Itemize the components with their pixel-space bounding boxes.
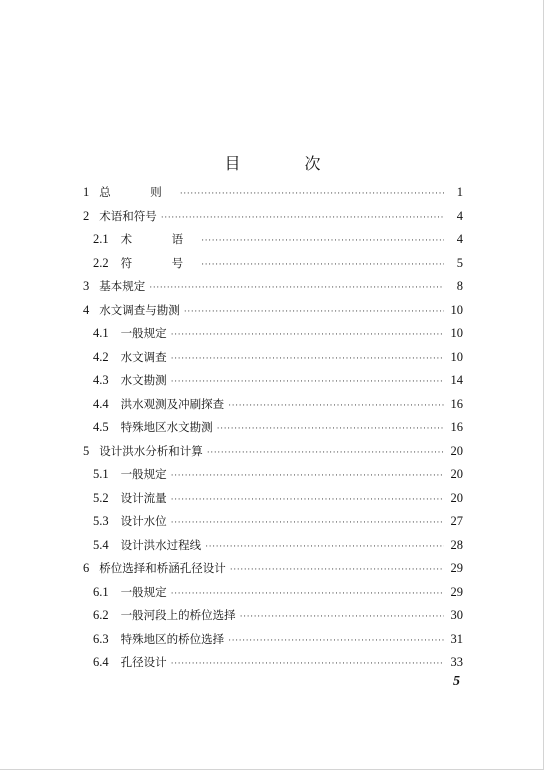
- toc-subsection-entry[interactable]: [83, 416, 463, 440]
- toc-entry-label: 孔径设计: [120, 655, 167, 669]
- toc-dot-leader: [171, 464, 444, 488]
- toc-dot-leader: [201, 253, 444, 277]
- toc-dot-leader: [161, 206, 444, 230]
- toc-entry-page: 16: [450, 420, 463, 434]
- toc-dot-leader: [184, 300, 444, 324]
- toc-entry-page: 20: [450, 467, 463, 481]
- toc-dot-leader: [171, 652, 444, 676]
- toc-entry-label: 特殊地区水文勘测: [120, 420, 213, 434]
- toc-entry-number: 5.4: [93, 537, 109, 552]
- toc-dot-leader: [171, 370, 444, 394]
- toc-entry-page: 20: [450, 490, 463, 505]
- toc-dot-leader: [171, 488, 444, 512]
- toc-entry-number: 6.1: [93, 584, 109, 599]
- toc-dot-leader: [171, 511, 444, 535]
- toc-chapter-entry[interactable]: [83, 275, 463, 299]
- toc-entry-page: 16: [450, 396, 463, 411]
- toc-entry-label: 水文勘测: [120, 373, 167, 387]
- toc-entry-number: 1: [83, 185, 90, 199]
- toc-subsection-entry[interactable]: [83, 604, 463, 628]
- toc-entry-label: 基本规定: [99, 279, 146, 293]
- toc-entry-number: 2: [83, 208, 90, 223]
- toc-entry-number: 6.4: [93, 655, 109, 669]
- toc-chapter-entry[interactable]: [83, 440, 463, 464]
- toc-chapter-entry[interactable]: [83, 181, 463, 205]
- toc-entry-number: 4.1: [93, 326, 109, 340]
- toc-entry-page: 4: [456, 208, 463, 223]
- toc-subsection-entry[interactable]: [83, 463, 463, 487]
- toc-subsection-entry[interactable]: [83, 628, 463, 652]
- toc-subsection-entry[interactable]: [83, 252, 463, 276]
- toc-dot-leader: [207, 441, 444, 465]
- toc-dot-leader: [171, 323, 444, 347]
- toc-entry-label: 一般规定: [120, 326, 167, 340]
- toc-entry-label: 桥位选择和桥涵孔径设计: [99, 561, 226, 575]
- toc-entry-label: 总 则: [99, 185, 176, 199]
- toc-entry-page: 10: [450, 302, 463, 317]
- toc-subsection-entry[interactable]: [83, 534, 463, 558]
- toc-entry-page: 14: [450, 373, 463, 387]
- toc-entry-page: 4: [456, 232, 463, 246]
- toc-dot-leader: [230, 558, 444, 582]
- toc-entry-number: 6: [83, 561, 90, 575]
- toc-entry-page: 8: [456, 279, 463, 293]
- toc-entry-label: 设计流量: [120, 490, 167, 505]
- toc-dot-leader: [217, 417, 444, 441]
- toc-subsection-entry[interactable]: [83, 322, 463, 346]
- toc-entry-number: 5.1: [93, 467, 109, 481]
- toc-entry-page: 10: [450, 349, 463, 364]
- toc-entry-page: 1: [456, 185, 463, 199]
- toc-dot-leader: [171, 347, 444, 371]
- toc-entry-number: 2.2: [93, 255, 109, 270]
- toc-list: [83, 181, 463, 675]
- toc-entry-label: 洪水观测及冲刷探查: [120, 396, 225, 411]
- toc-entry-label: 设计洪水过程线: [120, 537, 202, 552]
- toc-entry-number: 6.3: [93, 631, 109, 646]
- toc-title: 目 次: [224, 153, 345, 173]
- toc-entry-number: 5: [83, 443, 90, 458]
- toc-entry-label: 设计洪水分析和计算: [99, 443, 203, 458]
- toc-entry-number: 5.3: [93, 514, 109, 528]
- toc-entry-page: 10: [450, 326, 463, 340]
- toc-dot-leader: [240, 605, 444, 629]
- toc-entry-page: 29: [450, 584, 463, 599]
- toc-chapter-entry[interactable]: [83, 299, 463, 323]
- toc-dot-leader: [201, 229, 444, 253]
- toc-chapter-entry[interactable]: [83, 205, 463, 229]
- toc-subsection-entry[interactable]: [83, 581, 463, 605]
- toc-entry-number: 4.3: [93, 373, 109, 387]
- toc-entry-label: 一般规定: [120, 467, 167, 481]
- toc-subsection-entry[interactable]: [83, 369, 463, 393]
- toc-subsection-entry[interactable]: [83, 651, 463, 675]
- toc-entry-number: 4.5: [93, 420, 109, 434]
- toc-entry-label: 符 号: [120, 255, 198, 270]
- toc-entry-page: 31: [450, 631, 463, 646]
- toc-entry-number: 4.4: [93, 396, 109, 411]
- toc-dot-leader: [149, 276, 444, 300]
- toc-entry-label: 术语和符号: [99, 208, 157, 223]
- toc-entry-page: 29: [450, 561, 463, 575]
- toc-entry-page: 28: [450, 537, 463, 552]
- toc-subsection-entry[interactable]: [83, 510, 463, 534]
- toc-entry-number: 6.2: [93, 608, 109, 622]
- toc-entry-label: 水文调查: [120, 349, 167, 364]
- toc-entry-page: 27: [450, 514, 463, 528]
- toc-dot-leader: [228, 629, 444, 653]
- toc-entry-number: 2.1: [93, 232, 109, 246]
- toc-dot-leader: [180, 182, 444, 206]
- toc-entry-label: 术 语: [120, 232, 198, 246]
- toc-chapter-entry[interactable]: [83, 557, 463, 581]
- toc-entry-label: 一般规定: [120, 584, 167, 599]
- toc-entry-page: 20: [450, 443, 463, 458]
- toc-entry-number: 3: [83, 279, 90, 293]
- toc-entry-number: 4.2: [93, 349, 109, 364]
- toc-entry-label: 设计水位: [120, 514, 167, 528]
- toc-subsection-entry[interactable]: [83, 393, 463, 417]
- toc-subsection-entry[interactable]: [83, 228, 463, 252]
- toc-dot-leader: [171, 582, 444, 606]
- toc-subsection-entry[interactable]: [83, 346, 463, 370]
- toc-subsection-entry[interactable]: [83, 487, 463, 511]
- page-number: 5: [453, 674, 460, 689]
- toc-dot-leader: [228, 394, 444, 418]
- toc-entry-page: 5: [456, 255, 463, 270]
- toc-entry-label: 特殊地区的桥位选择: [120, 631, 225, 646]
- toc-entry-label: 水文调查与勘测: [99, 302, 180, 317]
- toc-entry-number: 4: [83, 302, 90, 317]
- toc-entry-page: 30: [450, 608, 463, 622]
- toc-entry-label: 一般河段上的桥位选择: [120, 608, 236, 622]
- toc-dot-leader: [205, 535, 444, 559]
- toc-entry-number: 5.2: [93, 490, 109, 505]
- toc-entry-page: 33: [450, 655, 463, 669]
